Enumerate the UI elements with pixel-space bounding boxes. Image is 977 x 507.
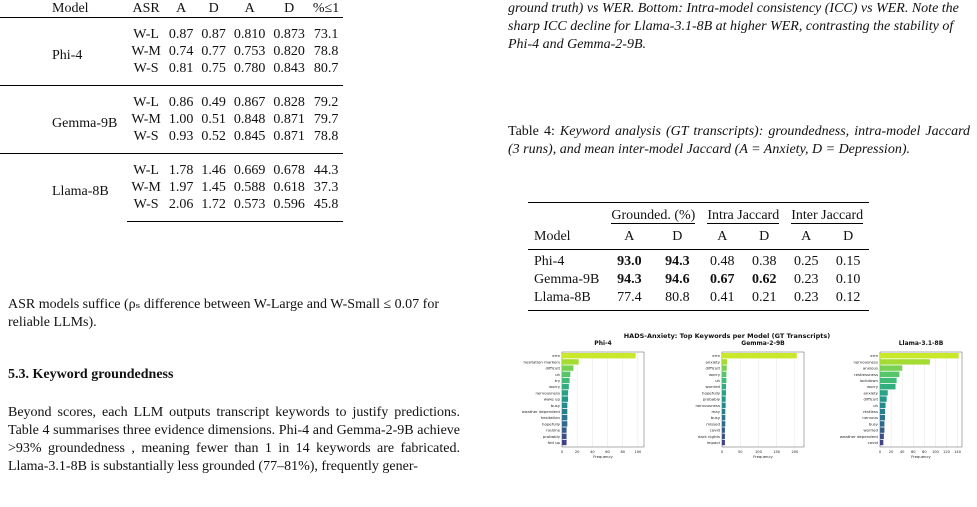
x-axis-label: Frequency <box>593 454 613 459</box>
keyword-bar <box>562 415 567 420</box>
table-4-subheader-cell: D <box>759 229 770 244</box>
x-tick-label: 200 <box>791 450 799 454</box>
keyword-bar <box>562 384 569 389</box>
table-4-subheader-cell: A <box>624 229 635 244</box>
keyword-bar <box>722 434 725 439</box>
keyword-bar <box>722 353 797 358</box>
x-tick-label: 0 <box>878 450 882 454</box>
figure-3-caption: ground truth) vs WER. Bottom: Intra-model consistency (ICC) vs WER. Note the sharp ICC decline for Llama-3.1-8B at higher WER, contrasting the stability of Phi-4 and Gemma-2-9B. <box>508 1 959 52</box>
table-4-cell: 0.25 <box>785 250 827 272</box>
asr-paragraph: ASR models suffice (ρₛ difference between W-Large and W-Small ≤ 0.07 for reliable LLMs). <box>8 297 439 330</box>
table-3-cell: 1.00 <box>168 112 194 127</box>
table-4-cell: 80.8 <box>653 289 701 311</box>
table-3-cell: 1.78 <box>165 154 198 180</box>
table-4-group-header <box>785 203 869 226</box>
keyword-label: erm <box>870 353 878 359</box>
table-4-subheader-cell: Model <box>534 229 571 244</box>
table-4-caption <box>508 123 970 159</box>
table-3-cell: 79.7 <box>313 112 339 127</box>
table-4-cell: Gemma-9B <box>534 272 600 287</box>
table-4-cell: 0.15 <box>827 250 869 272</box>
keyword-bar <box>880 434 884 439</box>
table-3-cell: 0.873 <box>269 18 309 44</box>
keyword-bar <box>722 427 725 432</box>
table-3-cell: W-S <box>127 196 165 222</box>
keyword-bar <box>880 427 884 432</box>
keyword-bar <box>880 365 902 370</box>
table-4-row <box>528 250 869 272</box>
x-tick-label: 120 <box>943 450 950 454</box>
panel-chart <box>802 340 968 490</box>
keyword-label: try <box>554 378 560 383</box>
table-4-cell: 0.62 <box>751 272 777 287</box>
table-4-subheader-cell: D <box>672 229 683 244</box>
keyword-label: erm <box>712 353 720 359</box>
keyword-bar <box>722 403 726 408</box>
keyword-bar <box>880 415 885 420</box>
x-tick-label: 150 <box>773 450 781 454</box>
table-4-caption-prefix: Table 4: <box>508 124 560 139</box>
keyword-bar <box>880 372 899 377</box>
table-4-group-header <box>605 203 701 226</box>
table-3-row <box>0 18 343 44</box>
table-3-cell: 1.45 <box>201 180 226 195</box>
x-tick-label: 40 <box>590 450 595 454</box>
keyword-label: routine <box>546 427 560 433</box>
keyword-label: hopefully <box>701 390 720 396</box>
body-paragraph: Beyond scores, each LLM outputs transcript keywords to justify predictions. Table 4 summarises three evidence dimensions. Phi-4 and Gemma-2-9B achieve >93% groundedness , meaning fewer than 1 in 14 keywords are fabricated. Llama-3.1-8B is substantially less grounded (77–81%), frequently gener- <box>8 405 460 474</box>
keyword-label: restless <box>863 409 878 414</box>
table-3-header-cell: D <box>284 1 295 16</box>
table-3-cell: 0.51 <box>201 112 226 127</box>
table-3-cell: 0.49 <box>197 86 230 112</box>
table-3-cell: 0.820 <box>273 44 305 59</box>
table-3-cell: 0.588 <box>233 180 266 195</box>
keyword-label: busy <box>868 421 878 427</box>
keyword-bar <box>562 403 567 408</box>
plot-frame <box>562 352 644 447</box>
panel-title: Gemma-2-9B <box>741 340 785 347</box>
table-3-cell: 0.573 <box>230 196 270 222</box>
table-4 <box>528 202 869 311</box>
table-3-cell: 45.8 <box>309 196 343 222</box>
keyword-bar <box>880 440 883 445</box>
table-3-cell: 44.3 <box>309 154 343 180</box>
table-3-cell: 0.74 <box>168 44 194 59</box>
keyword-bar <box>880 353 959 358</box>
table-4-row <box>528 271 869 289</box>
keyword-label: difficult <box>705 365 720 371</box>
x-tick-label: 50 <box>737 450 743 454</box>
table-3 <box>0 0 460 222</box>
table-3-model-cell: Phi-4 <box>0 18 127 86</box>
table-3-cell: W-L <box>127 86 165 112</box>
keyword-figure <box>484 330 970 507</box>
table-4-group-header-label: Intra Jaccard <box>707 208 780 223</box>
keyword-bar <box>562 440 567 445</box>
keyword-bar <box>722 415 725 420</box>
table-3-grid <box>0 0 343 222</box>
keyword-bar <box>722 384 726 389</box>
keyword-panel <box>484 340 644 490</box>
table-4-cell: 0.38 <box>743 250 785 272</box>
table-3-cell: W-L <box>127 18 165 44</box>
panel-title: Llama-3.1-8B <box>898 340 944 347</box>
keyword-label: nervousness <box>695 402 720 408</box>
table-3-cell: 0.871 <box>273 129 305 144</box>
x-tick-label: 20 <box>574 450 580 454</box>
keyword-label: weather dependent <box>839 433 878 439</box>
table-3-cell: 37.3 <box>313 180 339 195</box>
keyword-panel <box>802 340 962 490</box>
table-4-cell: 94.6 <box>665 272 690 287</box>
section-heading: 5.3. Keyword groundedness <box>8 367 174 382</box>
keyword-bar <box>722 365 727 370</box>
x-tick-label: 140 <box>954 450 961 454</box>
table-3-cell: 73.1 <box>309 18 343 44</box>
keyword-bar <box>562 396 568 401</box>
table-4-cell: 0.23 <box>785 289 827 311</box>
keyword-bar <box>722 396 726 401</box>
keyword-bar <box>880 390 888 395</box>
table-3-cell: 1.97 <box>168 180 194 195</box>
table-3-header-cell: ASR <box>132 1 160 16</box>
table-3-model-cell: Llama-8B <box>0 154 127 222</box>
keyword-bar <box>562 390 568 395</box>
table-3-cell: 0.75 <box>201 61 226 76</box>
table-4-cell: Phi-4 <box>528 250 605 272</box>
keyword-bar <box>880 403 886 408</box>
table-4-subheader-cell: D <box>843 229 854 244</box>
keyword-bar <box>562 353 636 358</box>
table-4-group-header-row <box>528 203 869 226</box>
x-tick-label: 0 <box>720 450 724 454</box>
keyword-bar <box>562 378 570 383</box>
keyword-label: worry <box>709 371 720 377</box>
keyword-label: may <box>711 409 720 414</box>
table-4-cell: 0.48 <box>701 250 743 272</box>
keyword-label: nervousness <box>535 390 560 396</box>
x-axis-label: Frequency <box>753 454 773 459</box>
table-3-header-cell: D <box>208 1 219 16</box>
keyword-label: covid <box>867 440 878 445</box>
panel-chart <box>484 340 650 490</box>
keyword-bar <box>562 421 567 426</box>
keyword-bar <box>562 372 570 377</box>
keyword-label: worry <box>549 384 560 390</box>
keyword-label: restlessness <box>854 371 878 377</box>
x-tick-label: 80 <box>620 450 626 454</box>
keyword-label: missed <box>706 421 720 427</box>
table-4-cell: Llama-8B <box>528 289 605 311</box>
table-3-cell: W-M <box>131 112 161 127</box>
table-3-cell: W-S <box>133 61 159 76</box>
table-4-cell: 0.10 <box>835 272 861 287</box>
table-3-header-cell: Model <box>52 1 89 16</box>
keyword-label: impact <box>706 440 720 445</box>
table-3-cell: W-S <box>133 129 159 144</box>
table-3-cell: 0.845 <box>233 129 266 144</box>
keyword-bar <box>562 359 579 364</box>
table-4-subheader-row <box>528 225 869 250</box>
table-4-row <box>528 289 869 311</box>
keyword-label: erm <box>552 353 560 359</box>
table-3-header-row <box>0 0 343 18</box>
keyword-label: hesitation <box>540 415 560 421</box>
keyword-bar <box>722 372 726 377</box>
keyword-label: wake up <box>543 396 560 402</box>
table-3-cell: 0.93 <box>168 129 194 144</box>
table-3-cell: 0.848 <box>233 112 266 127</box>
x-tick-label: 40 <box>899 450 905 454</box>
table-3-cell: 0.867 <box>230 86 270 112</box>
table-4-blank-cell <box>528 203 605 226</box>
table-3-cell: 0.843 <box>273 61 305 76</box>
table-4-cell: 0.21 <box>743 289 785 311</box>
keyword-bar <box>562 427 567 432</box>
x-tick-label: 80 <box>922 450 927 454</box>
keyword-label: anxiety <box>863 390 878 396</box>
table-3-header-cell: %≤1 <box>312 1 340 16</box>
keyword-label: uh <box>873 402 878 408</box>
keyword-panel <box>644 340 804 490</box>
keyword-label: lockdown <box>859 378 878 383</box>
table-3-cell: 80.7 <box>313 61 339 76</box>
table-4-subheader-cell: A <box>717 229 728 244</box>
table-3-cell: 0.669 <box>230 154 270 180</box>
keyword-label: weather dependent <box>521 409 560 414</box>
table-4-cell: 0.23 <box>793 272 819 287</box>
keyword-label: worried <box>863 427 878 433</box>
keyword-label: difficult <box>545 365 560 371</box>
table-3-cell: 2.06 <box>165 196 198 222</box>
figure-title: HADS-Anxiety: Top Keywords per Model (GT Transcripts) <box>623 332 831 340</box>
table-3-cell: 0.596 <box>269 196 309 222</box>
keyword-label: difficult <box>863 396 878 402</box>
table-3-cell: 0.871 <box>273 112 305 127</box>
keyword-bar <box>562 434 567 439</box>
keyword-label: worried <box>705 384 720 390</box>
table-4-cell: 0.12 <box>827 289 869 311</box>
keyword-label: dark nights <box>698 433 720 439</box>
table-3-cell: 0.810 <box>230 18 270 44</box>
keyword-bar <box>722 409 725 414</box>
table-4-grid <box>528 202 869 311</box>
table-3-cell: 0.87 <box>165 18 198 44</box>
table-3-cell: 1.72 <box>197 196 230 222</box>
keyword-bar <box>722 390 726 395</box>
keyword-label: worry <box>867 384 878 390</box>
left-column <box>0 0 470 507</box>
table-3-row <box>0 86 343 112</box>
keyword-bar <box>722 378 726 383</box>
table-4-cell: 77.4 <box>605 289 653 311</box>
table-4-group-header-label: Grounded. (%) <box>611 208 696 223</box>
table-4-subheader-cell: A <box>801 229 812 244</box>
x-tick-label: 60 <box>910 450 916 454</box>
table-3-cell: 0.77 <box>201 44 226 59</box>
keyword-label: probably <box>542 433 560 439</box>
keyword-bar <box>880 378 897 383</box>
keyword-label: hesitation markers <box>523 359 560 365</box>
table-3-cell: 1.46 <box>197 154 230 180</box>
table-3-cell: 0.753 <box>233 44 266 59</box>
table-3-cell: 0.828 <box>269 86 309 112</box>
table-4-cell: 93.0 <box>605 250 653 272</box>
x-tick-label: 100 <box>755 450 762 454</box>
table-3-cell: 78.8 <box>313 129 339 144</box>
keyword-bar <box>722 421 725 426</box>
table-3-cell: 0.86 <box>165 86 198 112</box>
table-3-cell: 0.87 <box>197 18 230 44</box>
keyword-bar <box>880 421 884 426</box>
x-axis-label: Frequency <box>911 454 931 459</box>
table-4-cell: 0.67 <box>710 272 735 287</box>
x-tick-label: 60 <box>605 450 610 454</box>
table-3-cell: 0.780 <box>233 61 266 76</box>
table-3-cell: 79.2 <box>309 86 343 112</box>
keyword-label: fed up <box>547 440 560 445</box>
keyword-label: covid <box>709 427 720 433</box>
keyword-label: hopefully <box>541 421 560 427</box>
plot-frame <box>722 352 804 447</box>
x-tick-label: 100 <box>931 450 939 454</box>
table-3-cell: W-M <box>131 180 161 195</box>
keyword-label: anxious <box>862 365 878 371</box>
table-4-group-header <box>701 203 785 226</box>
keyword-label: busy <box>710 415 720 421</box>
table-3-cell: 0.52 <box>201 129 226 144</box>
panel-title: Phi-4 <box>594 340 612 347</box>
table-3-header-cell: A <box>244 1 255 16</box>
keyword-bar <box>562 409 567 414</box>
keyword-bar <box>880 384 896 389</box>
table-4-cell: 0.41 <box>701 289 743 311</box>
keyword-bar <box>722 440 725 445</box>
keyword-label: probably <box>702 396 720 402</box>
x-tick-label: 100 <box>634 450 642 454</box>
keyword-bar <box>722 359 727 364</box>
table-3-cell: 0.678 <box>269 154 309 180</box>
keyword-label: busy <box>550 402 560 408</box>
table-3-cell: 78.8 <box>313 44 339 59</box>
keyword-bar <box>880 409 885 414</box>
x-tick-label: 0 <box>560 450 564 454</box>
keyword-label: nervous <box>862 415 878 421</box>
keyword-bar <box>562 365 573 370</box>
table-3-cell: 0.618 <box>273 180 305 195</box>
table-3-cell: 0.81 <box>168 61 194 76</box>
keyword-bar <box>880 396 887 401</box>
table-3-cell: W-M <box>131 44 161 59</box>
keyword-label: anxiety <box>705 359 720 365</box>
panel-chart <box>644 340 810 490</box>
x-tick-label: 20 <box>888 450 894 454</box>
table-4-cell: 94.3 <box>653 250 701 272</box>
keyword-label: uh <box>715 378 720 383</box>
keyword-label: nervousness <box>853 359 878 365</box>
table-3-cell: W-L <box>127 154 165 180</box>
table-3-row <box>0 154 343 180</box>
keyword-label: uh <box>555 371 560 377</box>
table-3-model-cell: Gemma-9B <box>0 86 127 154</box>
keyword-bar <box>880 359 930 364</box>
table-4-caption-text: Keyword analysis (GT transcripts): groundedness, intra-model Jaccard (3 runs), and mean inter-model Jaccard (A = Anxiety, D = Depression). <box>508 124 970 157</box>
table-4-group-header-label: Inter Jaccard <box>791 208 864 223</box>
table-4-cell: 94.3 <box>617 272 642 287</box>
table-3-header-cell: A <box>176 1 187 16</box>
